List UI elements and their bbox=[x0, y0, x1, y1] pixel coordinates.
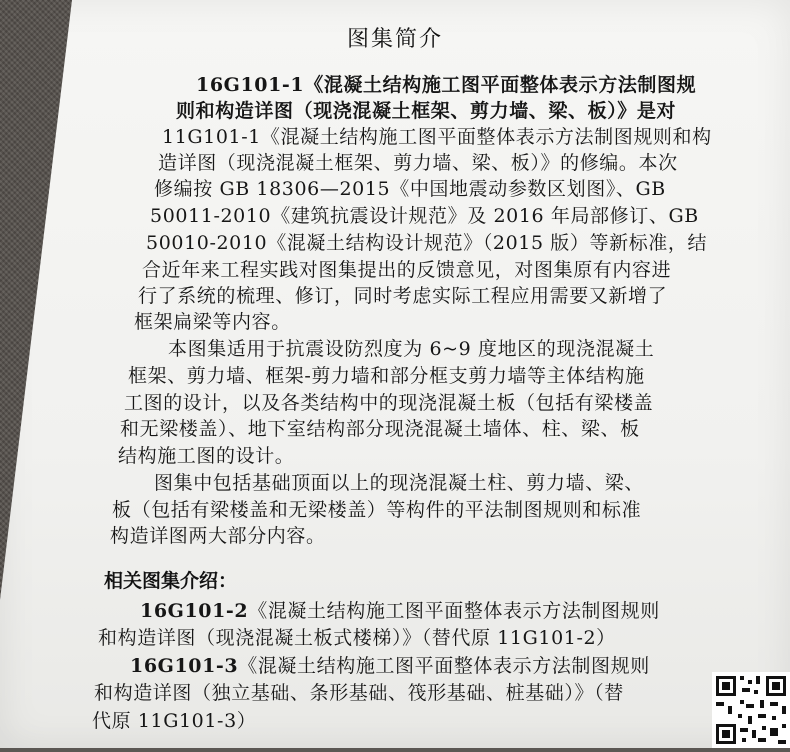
p3-line-2: 板（包括有梁楼盖和无梁楼盖）等构件的平法制图规则和标准 bbox=[112, 499, 642, 521]
qr-code-icon bbox=[712, 672, 790, 748]
p2-line-4: 和无梁楼盖）、地下室结构部分现浇混凝土墙体、柱、梁、板 bbox=[120, 418, 640, 440]
p3-line-1: 图集中包括基础顶面以上的现浇混凝土柱、剪力墙、梁、 bbox=[154, 472, 645, 494]
qr-code-graphic bbox=[712, 672, 790, 748]
intro-line-9: 行了系统的梳理、修订，同时考虑实际工程应用需要又新增了 bbox=[138, 285, 668, 307]
intro-line-1: 16G101-1《混凝土结构施工图平面整体表示方法制图规 bbox=[196, 74, 697, 96]
related-item-2-line-2: 和构造详图（独立基础、条形基础、筏形基础、桩基础）》（替 bbox=[94, 682, 624, 704]
related-item-2-code: 16G101-3 bbox=[130, 655, 239, 677]
intro-line-5: 修编按 GB 18306—2015《中国地震动参数区划图》、GB bbox=[154, 178, 666, 200]
intro-code: 16G101-1 bbox=[196, 74, 305, 96]
intro-line-3: 11G101-1《混凝土结构施工图平面整体表示方法制图规则和构 bbox=[162, 126, 712, 148]
intro-line-6: 50011-2010《建筑抗震设计规范》及 2016 年局部修订、GB bbox=[150, 205, 699, 227]
intro-line-8: 合近年来工程实践对图集提出的反馈意见，对图集原有内容进 bbox=[142, 259, 672, 281]
intro-line-4: 造详图（现浇混凝土框架、剪力墙、梁、板）》的修编。本次 bbox=[158, 152, 678, 174]
p2-line-1: 本图集适用于抗震设防烈度为 6~9 度地区的现浇混凝土 bbox=[168, 338, 655, 360]
p2-line-2: 框架、剪力墙、框架-剪力墙和部分框支剪力墙等主体结构施 bbox=[128, 365, 645, 387]
intro-line-7: 50010-2010《混凝土结构设计规范》（2015 版）等新标准，结 bbox=[146, 232, 708, 254]
p2-line-5: 结构施工图的设计。 bbox=[118, 445, 295, 467]
p3-line-3: 构造详图两大部分内容。 bbox=[110, 525, 326, 547]
intro-line-2: 则和构造详图（现浇混凝土框架、剪力墙、梁、板）》是对 bbox=[176, 100, 677, 122]
related-item-2-line-3: 代原 11G101-3） bbox=[92, 710, 257, 732]
related-item-1-code: 16G101-2 bbox=[140, 600, 249, 622]
intro-line-10: 框架扁梁等内容。 bbox=[134, 311, 291, 333]
related-heading: 相关图集介绍： bbox=[104, 570, 238, 592]
related-item-1-line-1: 16G101-2《混凝土结构施工图平面整体表示方法制图规则 bbox=[140, 600, 660, 622]
p2-line-3: 工图的设计，以及各类结构中的现浇混凝土板（包括有梁楼盖 bbox=[124, 392, 654, 414]
related-item-1-line-2: 和构造详图（现浇混凝土板式楼梯）》（替代原 11G101-2） bbox=[98, 627, 616, 649]
page-title: 图集简介 bbox=[346, 27, 443, 52]
related-item-2-line-1: 16G101-3《混凝土结构施工图平面整体表示方法制图规则 bbox=[130, 655, 650, 677]
